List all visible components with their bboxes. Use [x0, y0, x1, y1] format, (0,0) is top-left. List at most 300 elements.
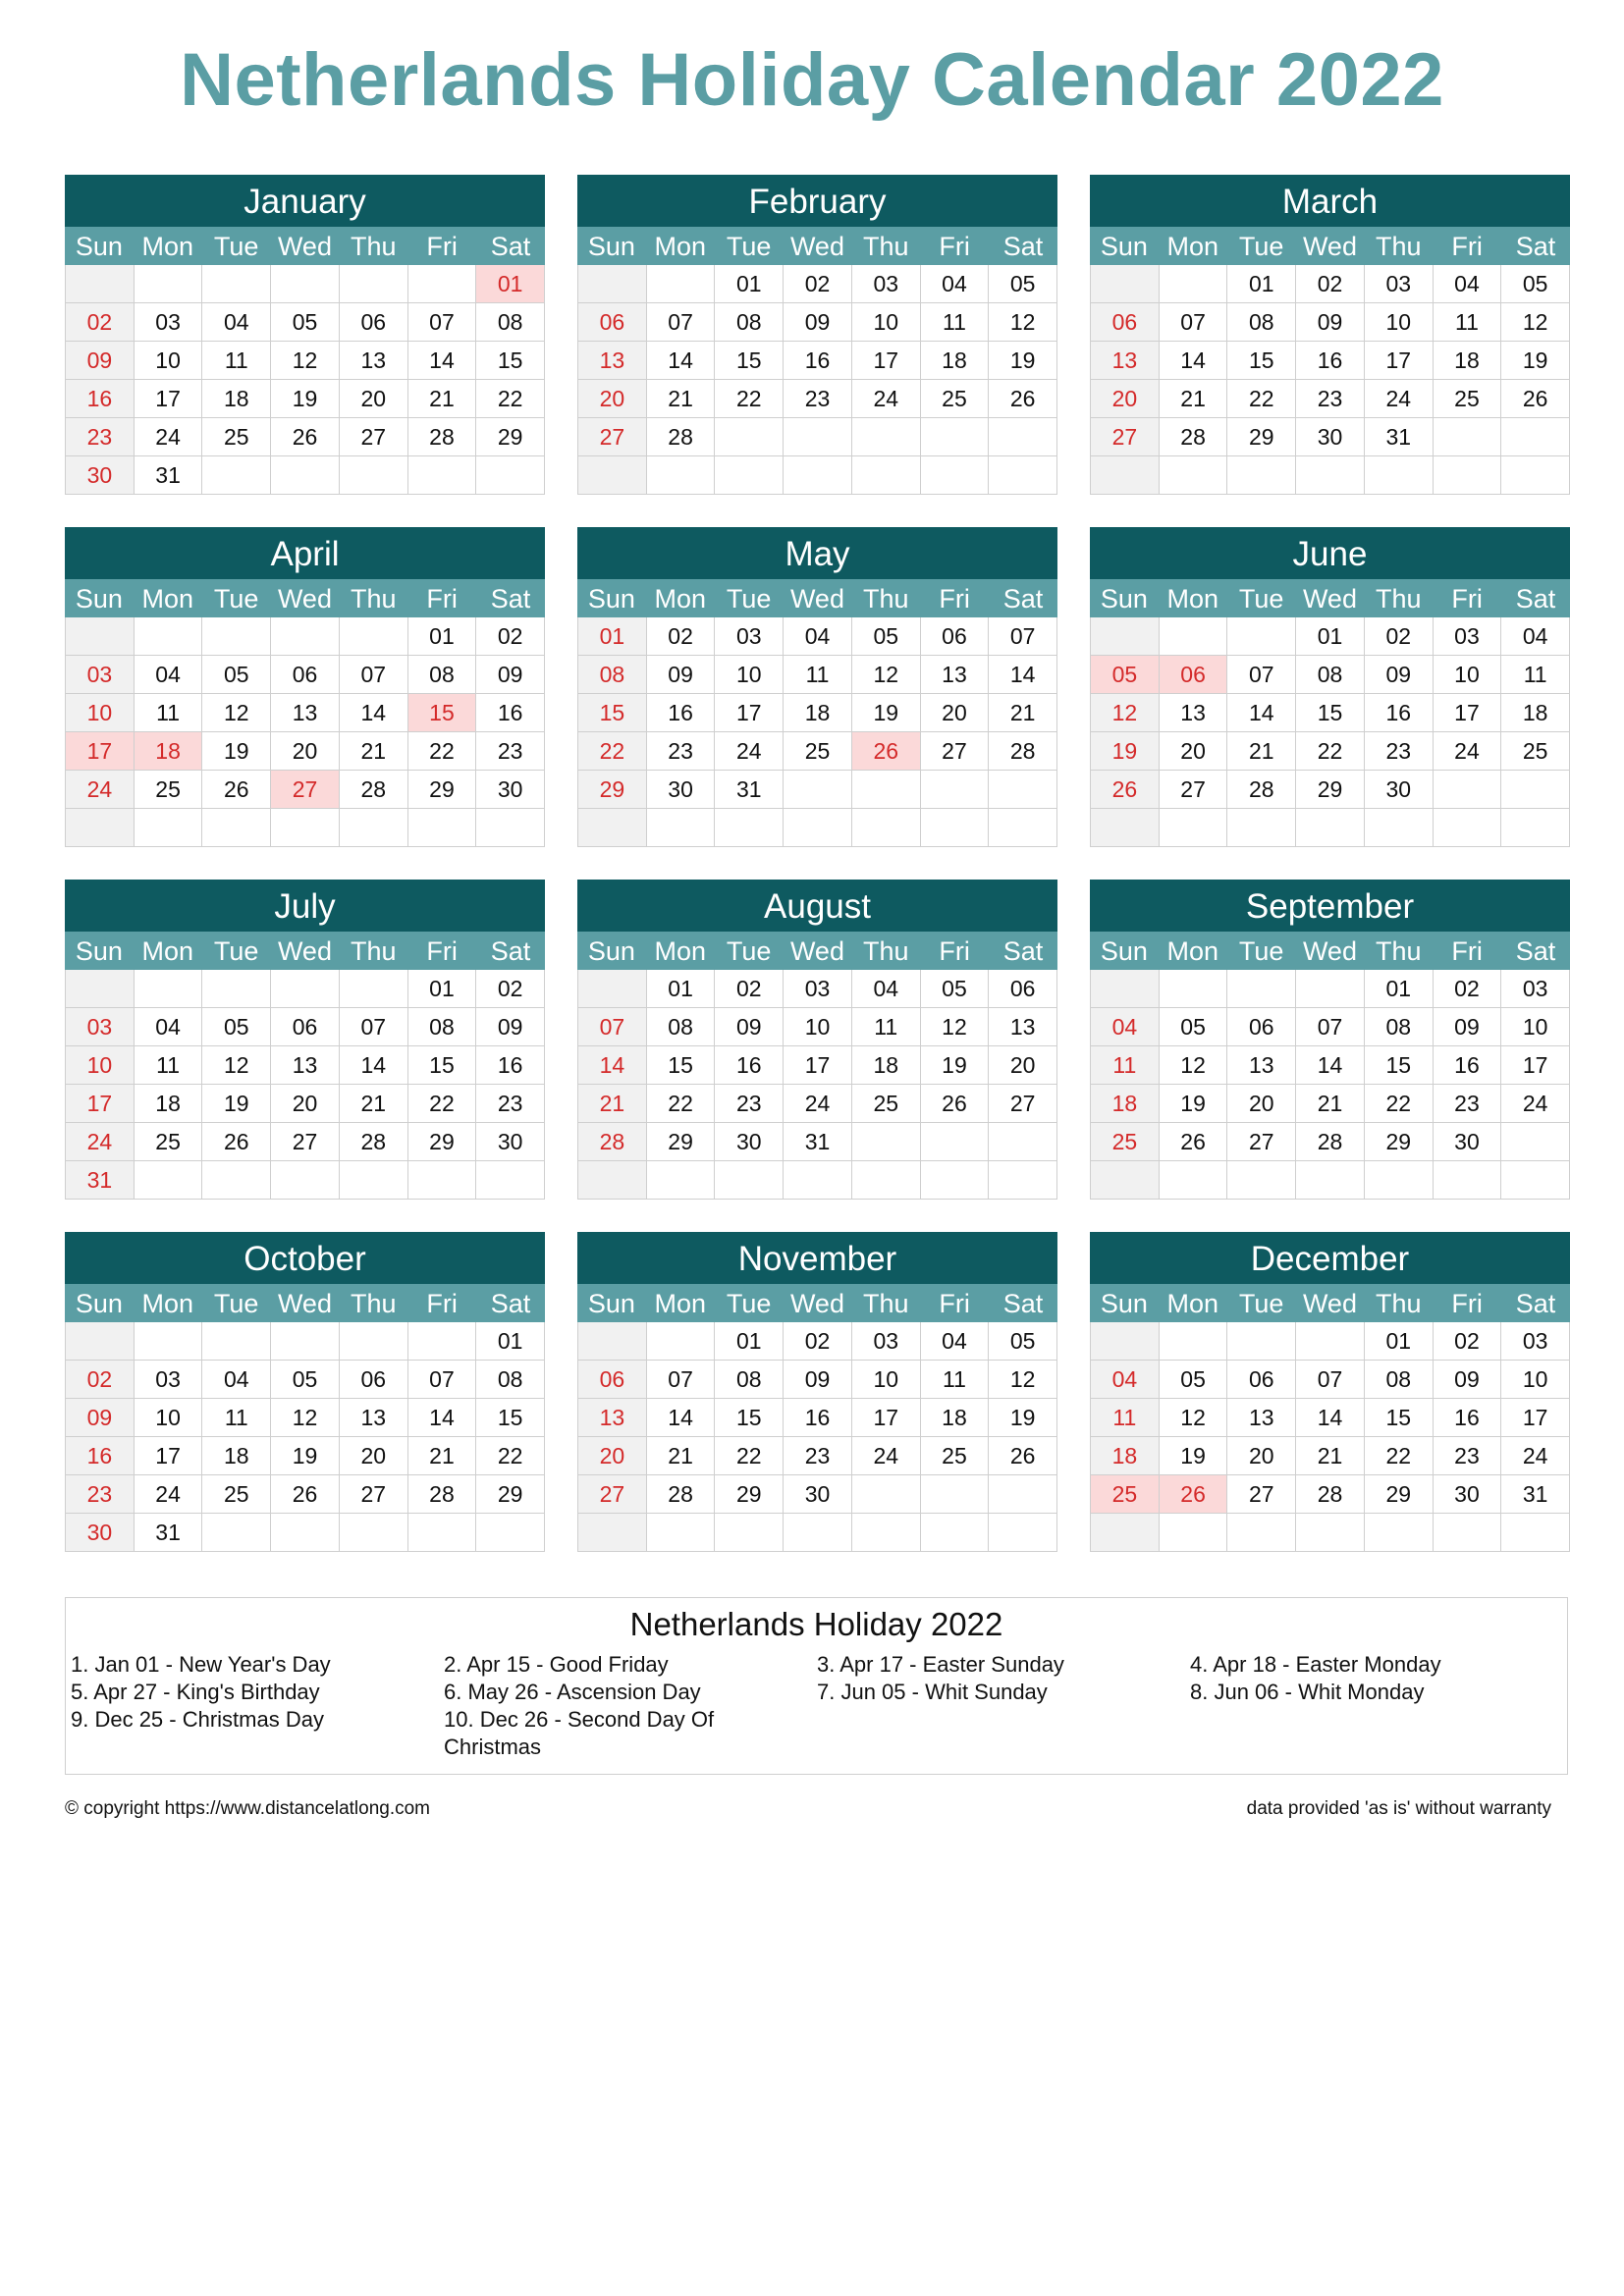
day-cell: 12 [1160, 1399, 1228, 1437]
empty-cell [1501, 771, 1570, 809]
empty-cell [1434, 771, 1502, 809]
day-cell: 01 [1227, 265, 1296, 303]
weekday-header [577, 932, 1057, 970]
empty-cell [476, 1161, 545, 1200]
empty-cell [1296, 1514, 1365, 1552]
day-cell: 14 [647, 342, 716, 380]
day-cell: 05 [202, 656, 271, 694]
holiday-day-cell: 01 [476, 265, 545, 303]
day-cell: 20 [1091, 380, 1160, 418]
week-row [66, 342, 545, 380]
month-march [1090, 175, 1570, 495]
holiday-day-cell: 26 [1160, 1475, 1228, 1514]
legend-item: 5. Apr 27 - King's Birthday [71, 1680, 320, 1704]
empty-cell [921, 1475, 990, 1514]
day-cell: 31 [135, 456, 203, 495]
week-row [1091, 1475, 1570, 1514]
day-cell: 28 [408, 1475, 477, 1514]
day-cell: 08 [1365, 1361, 1434, 1399]
day-cell: 04 [1434, 265, 1502, 303]
empty-cell [1434, 809, 1502, 847]
day-cell: 31 [1365, 418, 1434, 456]
weekday-label: Fri [1451, 584, 1483, 614]
weekday-label: Sat [1515, 936, 1556, 966]
week-row [66, 694, 545, 732]
weekday-label: Fri [939, 1289, 970, 1318]
day-cell: 25 [921, 1437, 990, 1475]
day-cell: 12 [1501, 303, 1570, 342]
weekday-label: Wed [277, 232, 332, 261]
weekday-label: Tue [726, 936, 772, 966]
day-cell: 28 [1296, 1475, 1365, 1514]
week-row [1091, 1322, 1570, 1361]
day-cell: 17 [784, 1046, 852, 1085]
day-cell: 20 [578, 380, 647, 418]
day-cell: 15 [408, 1046, 477, 1085]
empty-cell [1091, 809, 1160, 847]
weekday-label: Tue [213, 936, 259, 966]
day-cell: 15 [715, 342, 784, 380]
day-cell: 16 [476, 1046, 545, 1085]
weekday-label: Sat [490, 584, 531, 614]
empty-cell [1501, 1514, 1570, 1552]
week-row [66, 418, 545, 456]
day-cell: 21 [1160, 380, 1228, 418]
day-cell: 21 [1296, 1085, 1365, 1123]
month-title: July [65, 880, 545, 932]
weekday-label: Sun [587, 1289, 635, 1318]
week-row [578, 809, 1057, 847]
day-cell: 19 [989, 1399, 1057, 1437]
day-cell: 01 [476, 1322, 545, 1361]
day-cell: 29 [647, 1123, 716, 1161]
empty-cell [647, 1322, 716, 1361]
empty-cell [271, 1322, 340, 1361]
weekday-header [1090, 932, 1570, 970]
weekday-label: Sun [75, 232, 123, 261]
day-cell: 22 [647, 1085, 716, 1123]
weekday-label: Mon [141, 1289, 194, 1318]
empty-cell [271, 456, 340, 495]
weekday-label: Mon [654, 232, 707, 261]
day-cell: 28 [1296, 1123, 1365, 1161]
week-row [66, 265, 545, 303]
day-cell: 10 [784, 1008, 852, 1046]
weekday-label: Fri [1451, 1289, 1483, 1318]
day-cell: 13 [271, 1046, 340, 1085]
weekday-label: Mon [654, 936, 707, 966]
day-cell: 16 [66, 1437, 135, 1475]
month-december [1090, 1232, 1570, 1552]
weekday-label: Sun [587, 584, 635, 614]
day-cell: 16 [66, 380, 135, 418]
day-cell: 10 [135, 1399, 203, 1437]
day-cell: 03 [1501, 1322, 1570, 1361]
empty-cell [578, 1161, 647, 1200]
weekday-label: Thu [351, 936, 397, 966]
day-cell: 22 [1296, 732, 1365, 771]
day-cell: 22 [476, 1437, 545, 1475]
day-cell: 26 [202, 1123, 271, 1161]
day-cell: 11 [1091, 1399, 1160, 1437]
day-cell: 18 [784, 694, 852, 732]
empty-cell [66, 970, 135, 1008]
week-row [66, 1085, 545, 1123]
weekday-label: Sun [1100, 232, 1148, 261]
day-cell: 07 [989, 617, 1057, 656]
day-cell: 05 [1160, 1008, 1228, 1046]
week-row [66, 809, 545, 847]
day-cell: 03 [715, 617, 784, 656]
day-cell: 12 [202, 694, 271, 732]
empty-cell [1296, 1161, 1365, 1200]
day-cell: 16 [1434, 1399, 1502, 1437]
day-cell: 17 [135, 380, 203, 418]
weekday-label: Sat [490, 936, 531, 966]
month-november [577, 1232, 1057, 1552]
day-grid [577, 265, 1057, 495]
day-cell: 06 [1227, 1361, 1296, 1399]
day-cell: 18 [202, 380, 271, 418]
day-cell: 02 [476, 617, 545, 656]
day-cell: 29 [476, 418, 545, 456]
weekday-label: Wed [1302, 936, 1357, 966]
day-cell: 28 [647, 1475, 716, 1514]
day-cell: 24 [715, 732, 784, 771]
day-cell: 18 [135, 1085, 203, 1123]
day-cell: 03 [66, 656, 135, 694]
legend-item: 1. Jan 01 - New Year's Day [71, 1652, 331, 1677]
empty-cell [1227, 1514, 1296, 1552]
weekday-label: Fri [426, 1289, 458, 1318]
empty-cell [1091, 617, 1160, 656]
day-cell: 16 [1365, 694, 1434, 732]
empty-cell [408, 456, 477, 495]
day-cell: 10 [852, 1361, 921, 1399]
week-row [578, 970, 1057, 1008]
day-cell: 10 [1365, 303, 1434, 342]
day-cell: 22 [1365, 1085, 1434, 1123]
weekday-label: Fri [939, 232, 970, 261]
empty-cell [1160, 265, 1228, 303]
week-row [578, 656, 1057, 694]
day-cell: 02 [66, 303, 135, 342]
weekday-label: Mon [141, 584, 194, 614]
day-cell: 04 [1501, 617, 1570, 656]
weekday-label: Wed [789, 1289, 844, 1318]
day-cell: 03 [1501, 970, 1570, 1008]
day-cell: 20 [1227, 1437, 1296, 1475]
day-cell: 02 [1296, 265, 1365, 303]
day-cell: 06 [1091, 303, 1160, 342]
day-cell: 17 [1501, 1046, 1570, 1085]
day-cell: 10 [1501, 1008, 1570, 1046]
month-july [65, 880, 545, 1200]
day-cell: 25 [1091, 1123, 1160, 1161]
empty-cell [989, 1475, 1057, 1514]
week-row [66, 1475, 545, 1514]
day-cell: 05 [271, 1361, 340, 1399]
weekday-label: Sun [587, 232, 635, 261]
month-title: March [1090, 175, 1570, 227]
day-cell: 23 [715, 1085, 784, 1123]
day-cell: 12 [1091, 694, 1160, 732]
weekday-header [577, 1284, 1057, 1322]
day-cell: 09 [647, 656, 716, 694]
week-row [1091, 1085, 1570, 1123]
day-cell: 11 [852, 1008, 921, 1046]
day-cell: 24 [1365, 380, 1434, 418]
week-row [66, 1008, 545, 1046]
day-cell: 06 [578, 303, 647, 342]
week-row [66, 303, 545, 342]
day-cell: 06 [989, 970, 1057, 1008]
empty-cell [921, 771, 990, 809]
day-cell: 19 [1160, 1437, 1228, 1475]
empty-cell [1227, 617, 1296, 656]
week-row [1091, 809, 1570, 847]
empty-cell [989, 771, 1057, 809]
day-cell: 17 [1501, 1399, 1570, 1437]
day-cell: 09 [1296, 303, 1365, 342]
weekday-label: Sat [490, 232, 531, 261]
empty-cell [578, 809, 647, 847]
day-cell: 26 [1091, 771, 1160, 809]
empty-cell [1434, 418, 1502, 456]
day-cell: 18 [1501, 694, 1570, 732]
week-row [578, 1399, 1057, 1437]
day-cell: 04 [921, 1322, 990, 1361]
weekday-label: Thu [863, 232, 909, 261]
week-row [578, 617, 1057, 656]
day-cell: 07 [408, 1361, 477, 1399]
empty-cell [784, 1161, 852, 1200]
day-cell: 27 [1160, 771, 1228, 809]
day-cell: 19 [202, 1085, 271, 1123]
empty-cell [271, 617, 340, 656]
week-row [1091, 1008, 1570, 1046]
day-cell: 04 [202, 303, 271, 342]
day-cell: 24 [852, 1437, 921, 1475]
day-cell: 30 [1434, 1475, 1502, 1514]
day-cell: 05 [989, 265, 1057, 303]
day-cell: 11 [1434, 303, 1502, 342]
legend-item: 2. Apr 15 - Good Friday [444, 1652, 669, 1677]
day-cell: 03 [852, 1322, 921, 1361]
day-cell: 12 [921, 1008, 990, 1046]
day-cell: 21 [989, 694, 1057, 732]
day-cell: 11 [921, 1361, 990, 1399]
day-cell: 06 [271, 1008, 340, 1046]
weekday-label: Fri [1451, 232, 1483, 261]
day-cell: 05 [1160, 1361, 1228, 1399]
day-cell: 14 [1160, 342, 1228, 380]
month-january [65, 175, 545, 495]
day-cell: 23 [1365, 732, 1434, 771]
day-cell: 28 [989, 732, 1057, 771]
day-cell: 27 [340, 1475, 408, 1514]
day-cell: 14 [578, 1046, 647, 1085]
day-cell: 25 [852, 1085, 921, 1123]
day-cell: 23 [647, 732, 716, 771]
day-cell: 22 [408, 1085, 477, 1123]
empty-cell [476, 1514, 545, 1552]
empty-cell [340, 1322, 408, 1361]
week-row [1091, 418, 1570, 456]
weekday-label: Thu [863, 584, 909, 614]
empty-cell [578, 456, 647, 495]
empty-cell [715, 418, 784, 456]
empty-cell [340, 617, 408, 656]
week-row [66, 380, 545, 418]
day-cell: 23 [784, 380, 852, 418]
day-cell: 17 [135, 1437, 203, 1475]
weekday-label: Wed [1302, 232, 1357, 261]
day-grid [577, 617, 1057, 847]
day-cell: 07 [340, 1008, 408, 1046]
day-cell: 10 [715, 656, 784, 694]
day-cell: 02 [647, 617, 716, 656]
empty-cell [1296, 970, 1365, 1008]
empty-cell [1160, 1322, 1228, 1361]
weekday-header [65, 579, 545, 617]
weekday-label: Tue [213, 1289, 259, 1318]
empty-cell [715, 1514, 784, 1552]
day-cell: 14 [1227, 694, 1296, 732]
week-row [66, 1361, 545, 1399]
day-cell: 17 [852, 342, 921, 380]
empty-cell [921, 1161, 990, 1200]
weekday-label: Sat [1002, 1289, 1044, 1318]
day-cell: 24 [1501, 1085, 1570, 1123]
day-cell: 24 [1434, 732, 1502, 771]
weekday-header [577, 579, 1057, 617]
day-cell: 20 [271, 732, 340, 771]
day-cell: 03 [1365, 265, 1434, 303]
day-cell: 10 [66, 694, 135, 732]
month-title: February [577, 175, 1057, 227]
month-april [65, 527, 545, 847]
weekday-label: Mon [1166, 1289, 1219, 1318]
day-cell: 13 [340, 1399, 408, 1437]
week-row [578, 1361, 1057, 1399]
day-cell: 22 [408, 732, 477, 771]
day-cell: 03 [135, 303, 203, 342]
day-cell: 25 [784, 732, 852, 771]
day-cell: 28 [578, 1123, 647, 1161]
empty-cell [1434, 456, 1502, 495]
day-cell: 04 [135, 656, 203, 694]
week-row [1091, 1437, 1570, 1475]
day-cell: 31 [135, 1514, 203, 1552]
weekday-label: Wed [789, 584, 844, 614]
day-cell: 12 [989, 303, 1057, 342]
empty-cell [271, 970, 340, 1008]
week-row [1091, 694, 1570, 732]
empty-cell [852, 418, 921, 456]
legend-item: 10. Dec 26 - Second Day Of Christmas [444, 1707, 715, 1759]
holiday-day-cell: 18 [135, 732, 203, 771]
empty-cell [340, 1514, 408, 1552]
day-cell: 28 [340, 1123, 408, 1161]
empty-cell [66, 265, 135, 303]
empty-cell [1160, 809, 1228, 847]
day-cell: 27 [1091, 418, 1160, 456]
day-cell: 24 [135, 418, 203, 456]
day-cell: 03 [852, 265, 921, 303]
empty-cell [578, 970, 647, 1008]
week-row [578, 1322, 1057, 1361]
day-cell: 28 [1227, 771, 1296, 809]
day-cell: 21 [340, 1085, 408, 1123]
day-cell: 08 [476, 303, 545, 342]
empty-cell [66, 1322, 135, 1361]
day-cell: 29 [1365, 1123, 1434, 1161]
day-cell: 13 [340, 342, 408, 380]
day-cell: 29 [1365, 1475, 1434, 1514]
holiday-day-cell: 27 [271, 771, 340, 809]
empty-cell [989, 1123, 1057, 1161]
day-cell: 27 [1227, 1123, 1296, 1161]
week-row [1091, 1361, 1570, 1399]
day-cell: 23 [66, 418, 135, 456]
day-cell: 15 [476, 1399, 545, 1437]
month-february [577, 175, 1057, 495]
day-cell: 30 [715, 1123, 784, 1161]
day-cell: 27 [340, 418, 408, 456]
day-cell: 07 [340, 656, 408, 694]
empty-cell [1501, 809, 1570, 847]
copyright-text: © copyright https://www.distancelatlong.com [65, 1798, 431, 1819]
day-cell: 30 [1365, 771, 1434, 809]
legend-item: 9. Dec 25 - Christmas Day [71, 1707, 324, 1732]
weekday-label: Sat [1515, 232, 1556, 261]
day-cell: 23 [1434, 1085, 1502, 1123]
empty-cell [921, 456, 990, 495]
week-row [66, 732, 545, 771]
day-cell: 01 [715, 1322, 784, 1361]
empty-cell [1160, 1514, 1228, 1552]
legend-item: 8. Jun 06 - Whit Monday [1190, 1680, 1425, 1704]
day-cell: 29 [715, 1475, 784, 1514]
empty-cell [202, 1514, 271, 1552]
empty-cell [989, 418, 1057, 456]
week-row [578, 1008, 1057, 1046]
weekday-label: Sun [75, 584, 123, 614]
day-cell: 25 [135, 771, 203, 809]
day-cell: 24 [135, 1475, 203, 1514]
day-cell: 20 [578, 1437, 647, 1475]
weekday-label: Sat [490, 1289, 531, 1318]
day-cell: 27 [1227, 1475, 1296, 1514]
weekday-label: Wed [277, 936, 332, 966]
day-cell: 14 [340, 1046, 408, 1085]
empty-cell [271, 1161, 340, 1200]
day-cell: 20 [340, 1437, 408, 1475]
day-cell: 21 [647, 380, 716, 418]
week-row [1091, 456, 1570, 495]
day-cell: 24 [784, 1085, 852, 1123]
day-cell: 21 [408, 1437, 477, 1475]
empty-cell [340, 265, 408, 303]
empty-cell [1296, 809, 1365, 847]
day-cell: 06 [921, 617, 990, 656]
weekday-label: Wed [1302, 1289, 1357, 1318]
day-cell: 08 [578, 656, 647, 694]
weekday-label: Wed [789, 936, 844, 966]
day-cell: 07 [1160, 303, 1228, 342]
empty-cell [852, 809, 921, 847]
